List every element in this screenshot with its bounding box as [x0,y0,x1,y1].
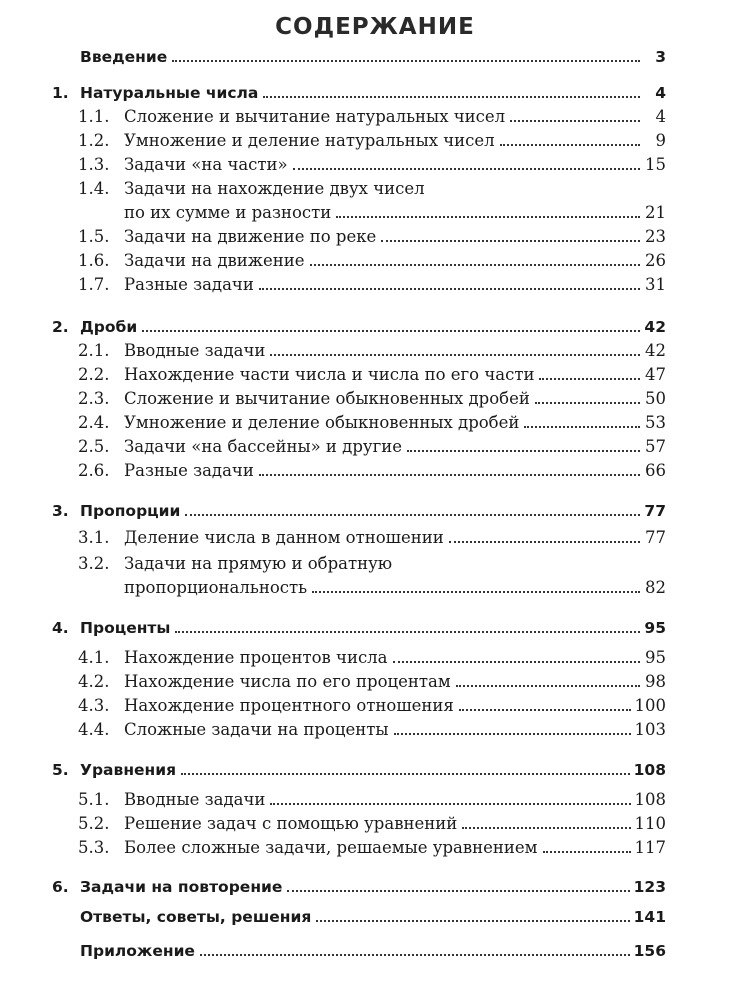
toc-entry-page: 9 [655,131,666,150]
toc-entry-page: 123 [633,878,666,896]
toc-entry-title: Проценты [80,619,171,637]
dot-leader [500,144,640,146]
toc-entry-page: 95 [644,619,666,637]
toc-section-entry[interactable] [78,837,666,859]
dot-leader [456,685,640,687]
toc-entry-title: по их сумме и разности [124,203,332,222]
dot-leader [270,354,640,356]
dot-leader [535,402,640,404]
toc-entry-title: Деление числа в данном отношении [124,528,444,547]
toc-entry-number: 2.1. [78,341,110,360]
toc-section-entry[interactable] [78,695,666,717]
toc-entry-title: Задачи на повторение [80,878,283,896]
toc-entry-title: Дроби [80,318,138,336]
toc-entry-title: Пропорции [80,502,181,520]
dot-leader [449,541,640,543]
toc-entry-number: 2.6. [78,461,110,480]
toc-chapter-entry[interactable] [52,876,666,898]
toc-entry-number: 2. [52,318,69,336]
toc-entry-title: Сложные задачи на проценты [124,720,389,739]
toc-entry-number: 1.1. [78,107,110,126]
dot-leader [462,827,630,829]
toc-section-entry[interactable] [78,340,666,362]
toc-entry-title: Введение [80,48,168,66]
toc-entry-title: Разные задачи [124,275,254,294]
toc-section-entry[interactable] [78,671,666,693]
toc-entry-number: 4.2. [78,672,110,691]
toc-section-entry[interactable] [78,130,666,152]
dot-leader [381,240,640,242]
toc-section-entry[interactable] [78,553,666,575]
toc-section-entry[interactable] [78,813,666,835]
toc-entry-title: Уравнения [80,761,177,779]
toc-entry-page: 57 [645,437,666,456]
toc-entry-page: 156 [633,942,666,960]
toc-entry-page: 77 [644,502,666,520]
toc-entry-page: 66 [645,461,666,480]
toc-entry-number: 1.4. [78,179,110,198]
toc-entry-continuation[interactable] [124,577,666,599]
dot-leader [310,264,641,266]
dot-leader [270,803,630,805]
toc-entry-number: 5.3. [78,838,110,857]
toc-entry-number: 4.4. [78,720,110,739]
toc-entry-title: Умножение и деление обыкновенных дробей [124,413,520,432]
dot-leader [394,733,631,735]
toc-section-entry[interactable] [78,274,666,296]
toc-chapter-entry[interactable] [52,500,666,522]
toc-entry-number: 1.5. [78,227,110,246]
page-title: СОДЕРЖАНИЕ [275,14,475,40]
toc-entry-number: 4. [52,619,69,637]
toc-entry-title: Приложение [80,942,195,960]
toc-entry-title: Решение задач с помощью уравнений [124,814,458,833]
toc-entry-number: 5.1. [78,790,110,809]
toc-entry-title: Задачи на нахождение двух чисел [124,179,425,198]
toc-entry-title: пропорциональность [124,578,308,597]
toc-entry-page: 108 [634,790,666,809]
dot-leader [287,890,629,892]
toc-entry-title: Нахождение процентного отношения [124,696,454,715]
toc-entry-page: 108 [633,761,666,779]
toc-entry-page: 82 [645,578,666,597]
toc-entry-number: 5. [52,761,69,779]
toc-section-entry[interactable] [78,388,666,410]
toc-entry-title: Разные задачи [124,461,254,480]
dot-leader [181,773,630,775]
toc-section-entry[interactable] [78,106,666,128]
toc-entry-title: Умножение и деление натуральных чисел [124,131,495,150]
toc-section-entry[interactable] [78,460,666,482]
toc-entry-page: 31 [645,275,666,294]
dot-leader [459,709,631,711]
toc-entry-title: Задачи «на бассейны» и другие [124,437,403,456]
dot-leader [175,631,640,633]
dot-leader [543,851,631,853]
toc-entry-page: 98 [645,672,666,691]
toc-entry-number: 2.4. [78,413,110,432]
toc-entry-title: Нахождение части числа и числа по его части [124,365,535,384]
toc-entry-page: 103 [634,720,666,739]
toc-entry-number: 2.5. [78,437,110,456]
toc-entry-page: 110 [634,814,666,833]
toc-entry-number: 2.3. [78,389,110,408]
toc-section-entry[interactable] [78,154,666,176]
toc-section-entry[interactable] [78,647,666,669]
dot-leader [407,450,640,452]
toc-entry-title: Вводные задачи [124,790,266,809]
toc-entry-page: 95 [645,648,666,667]
dot-leader [263,96,640,98]
toc-entry-continuation[interactable] [124,202,666,224]
toc-chapter-entry[interactable] [52,316,666,338]
toc-entry-title: Задачи на прямую и обратную [124,554,393,573]
toc-entry-number: 4.1. [78,648,110,667]
toc-entry-number: 1.2. [78,131,110,150]
dot-leader [172,60,640,62]
toc-entry-page: 4 [655,84,666,102]
dot-leader [524,426,640,428]
toc-entry-title: Ответы, советы, решения [80,908,312,926]
toc-entry-title: Задачи «на части» [124,155,288,174]
dot-leader [259,474,640,476]
toc-entry-page: 77 [645,528,666,547]
toc-entry-title: Более сложные задачи, решаемые уравнением [124,838,538,857]
toc-entry-title: Нахождение числа по его процентам [124,672,451,691]
toc-section-entry[interactable] [78,719,666,741]
toc-entry-page: 4 [655,107,666,126]
toc-entry-number: 1. [52,84,69,102]
toc-entry-page: 50 [645,389,666,408]
toc-entry-title: Сложение и вычитание натуральных чисел [124,107,506,126]
toc-entry-title: Вводные задачи [124,341,266,360]
dot-leader [142,330,640,332]
toc-section-entry[interactable] [78,226,666,248]
toc-entry-page: 47 [645,365,666,384]
toc-entry-page: 141 [633,908,666,926]
toc-chapter-entry[interactable] [52,617,666,639]
toc-entry-number: 1.7. [78,275,110,294]
toc-section-entry[interactable] [78,250,666,272]
toc-section-entry[interactable] [78,436,666,458]
toc-entry-number: 3. [52,502,69,520]
toc-section-entry[interactable] [78,178,666,200]
toc-chapter-entry[interactable] [80,940,666,962]
toc-section-entry[interactable] [78,789,666,811]
toc-section-entry[interactable] [78,364,666,386]
toc-section-entry[interactable] [78,412,666,434]
dot-leader [185,514,640,516]
toc-entry-number: 3.2. [78,554,110,573]
toc-chapter-entry[interactable] [80,906,666,928]
dot-leader [312,591,640,593]
toc-entry-page: 42 [645,341,666,360]
toc-entry-page: 26 [645,251,666,270]
dot-leader [200,954,630,956]
toc-entry-number: 3.1. [78,528,110,547]
toc-entry-title: Нахождение процентов числа [124,648,388,667]
toc-entry-title: Задачи на движение [124,251,305,270]
toc-entry-page: 42 [644,318,666,336]
toc-entry-page: 53 [645,413,666,432]
toc-chapter-entry[interactable] [52,759,666,781]
toc-entry-page: 23 [645,227,666,246]
toc-entry-number: 4.3. [78,696,110,715]
toc-entry-page: 21 [645,203,666,222]
toc-entry-title: Задачи на движение по реке [124,227,377,246]
toc-entry-page: 100 [634,696,666,715]
dot-leader [510,120,640,122]
dot-leader [316,920,629,922]
toc-entry-number: 2.2. [78,365,110,384]
toc-chapter-entry[interactable] [52,82,666,104]
toc-entry-number: 5.2. [78,814,110,833]
toc-chapter-entry[interactable] [80,46,666,68]
toc-entry-page: 15 [645,155,666,174]
toc-entry-page: 3 [655,48,666,66]
toc-entry-title: Натуральные числа [80,84,259,102]
dot-leader [393,661,640,663]
dot-leader [293,168,640,170]
dot-leader [259,288,640,290]
toc-entry-page: 117 [634,838,666,857]
toc-section-entry[interactable] [78,527,666,549]
dot-leader [539,378,640,380]
toc-entry-number: 1.3. [78,155,110,174]
toc-entry-title: Сложение и вычитание обыкновенных дробей [124,389,530,408]
toc-entry-number: 1.6. [78,251,110,270]
dot-leader [336,216,640,218]
toc-entry-number: 6. [52,878,69,896]
